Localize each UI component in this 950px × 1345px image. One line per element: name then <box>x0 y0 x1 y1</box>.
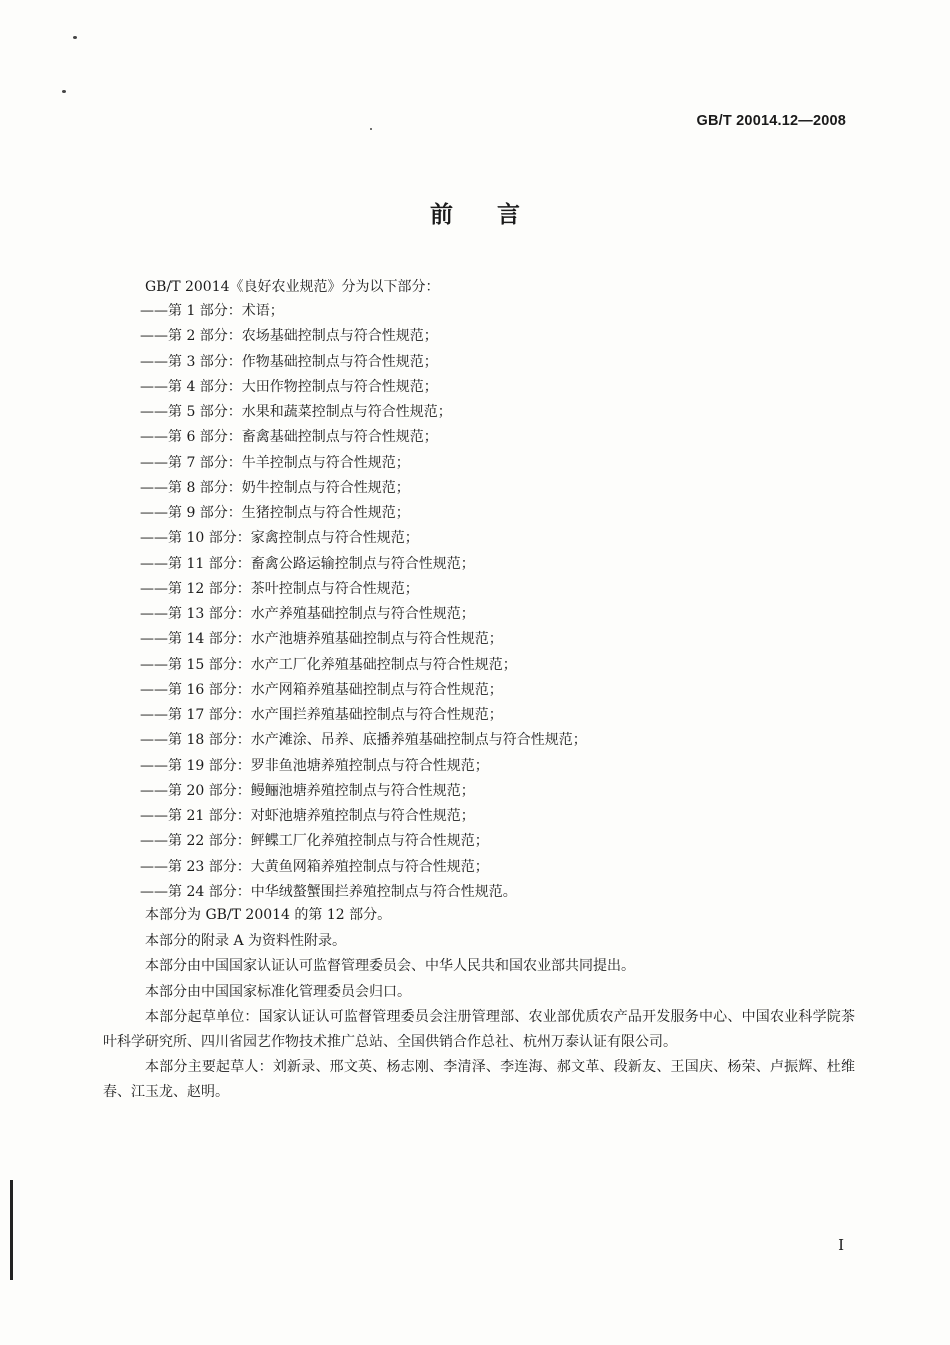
list-item: ——第 10 部分：家禽控制点与符合性规范； <box>140 530 419 547</box>
list-item: ——第 8 部分：奶牛控制点与符合性规范； <box>140 479 410 496</box>
list-item: ——第 15 部分：水产工厂化养殖基础控制点与符合性规范； <box>140 656 517 673</box>
list-item: ——第 2 部分：农场基础控制点与符合性规范； <box>140 328 438 345</box>
paragraph-proposed-by: 本部分由中国国家认证认可监督管理委员会、中华人民共和国农业部共同提出。 <box>145 958 635 974</box>
paragraph-part-number: 本部分为 GB/T 20014 的第 12 部分。 <box>145 907 392 923</box>
list-item: ——第 4 部分：大田作物控制点与符合性规范； <box>140 378 438 395</box>
list-item: ——第 11 部分：畜禽公路运输控制点与符合性规范； <box>140 555 475 572</box>
page-number: I <box>838 1236 844 1254</box>
list-item: ——第 16 部分：水产网箱养殖基础控制点与符合性规范； <box>140 681 503 698</box>
list-item: ——第 7 部分：牛羊控制点与符合性规范； <box>140 454 410 471</box>
scan-edge-mark <box>10 1180 13 1280</box>
paragraph-centralized-by: 本部分由中国国家标准化管理委员会归口。 <box>145 983 411 1000</box>
list-item: ——第 3 部分：作物基础控制点与符合性规范； <box>140 353 438 370</box>
paragraph-appendix: 本部分的附录 A 为资料性附录。 <box>145 932 347 949</box>
parts-list <box>140 299 587 905</box>
scan-speck <box>370 128 372 130</box>
paragraph-drafters: 本部分主要起草人：刘新录、邢文英、杨志刚、李清泽、李连海、郝文革、段新友、王国庆、杨荣、卢振辉、杜维春、江玉龙、赵明。 <box>103 1059 855 1100</box>
list-item: ——第 17 部分：水产围拦养殖基础控制点与符合性规范； <box>140 707 503 723</box>
list-item: ——第 9 部分：生猪控制点与符合性规范； <box>140 505 410 521</box>
list-item: ——第 20 部分：鳗鲡池塘养殖控制点与符合性规范； <box>140 782 475 799</box>
list-item: ——第 13 部分：水产养殖基础控制点与符合性规范； <box>140 606 475 622</box>
list-item: ——第 1 部分：术语； <box>140 303 284 319</box>
list-item: ——第 21 部分：对虾池塘养殖控制点与符合性规范； <box>140 808 475 824</box>
list-item: ——第 24 部分：中华绒螯蟹围拦养殖控制点与符合性规范。 <box>140 883 517 900</box>
list-item: ——第 12 部分：茶叶控制点与符合性规范； <box>140 580 419 597</box>
scan-speck <box>62 90 66 93</box>
list-item: ——第 19 部分：罗非鱼池塘养殖控制点与符合性规范； <box>140 757 489 774</box>
list-item: ——第 18 部分：水产滩涂、吊养、底播养殖基础控制点与符合性规范； <box>140 732 587 749</box>
intro-line: GB/T 20014《良好农业规范》分为以下部分： <box>145 279 440 295</box>
list-item: ——第 6 部分：畜禽基础控制点与符合性规范； <box>140 429 438 446</box>
scan-speck <box>73 36 77 39</box>
list-item: ——第 22 部分：鲆鲽工厂化养殖控制点与符合性规范； <box>140 833 489 850</box>
list-item: ——第 5 部分：水果和蔬菜控制点与符合性规范； <box>140 404 452 420</box>
page-title: 前言 <box>430 202 564 228</box>
list-item: ——第 23 部分：大黄鱼网箱养殖控制点与符合性规范； <box>140 858 489 875</box>
paragraph-drafting-units: 本部分起草单位：国家认证认可监督管理委员会注册管理部、农业部优质农产品开发服务中心、中国农业科学院茶叶科学研究所、四川省园艺作物技术推广总站、全国供销合作总社、杭州万泰认证有限公司。 <box>103 1009 855 1050</box>
list-item: ——第 14 部分：水产池塘养殖基础控制点与符合性规范； <box>140 631 503 648</box>
body-paragraphs <box>103 903 855 1105</box>
standard-code: GB/T 20014.12—2008 <box>696 113 846 129</box>
